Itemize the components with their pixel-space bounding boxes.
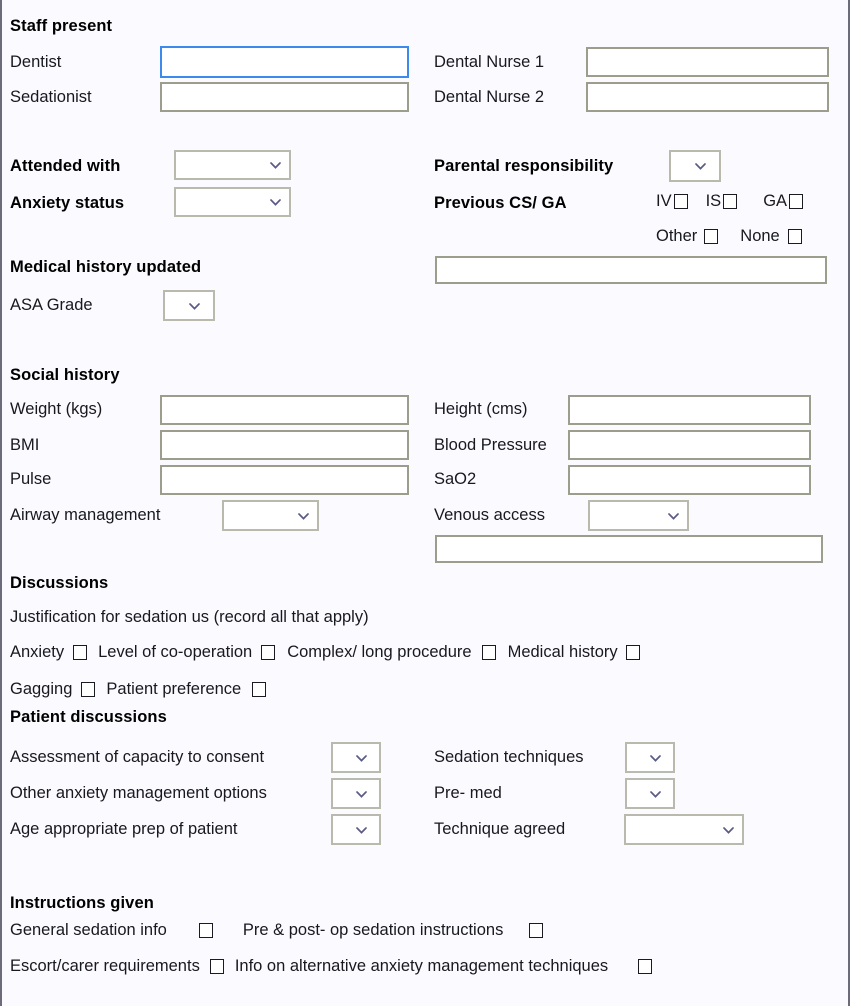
label-dental-nurse-1: Dental Nurse 1 xyxy=(434,53,545,71)
checkbox-previous-is[interactable] xyxy=(723,194,737,209)
label-anxiety-status: Anxiety status xyxy=(10,194,125,212)
checkbox-escort-carer-requirements[interactable] xyxy=(210,959,224,974)
checkbox-pre-post-op-instructions[interactable] xyxy=(529,923,543,938)
checkbox-anxiety[interactable] xyxy=(73,645,87,660)
label-asa-grade: ASA Grade xyxy=(10,296,93,314)
chevron-down-icon xyxy=(356,755,367,762)
chevron-down-icon xyxy=(668,513,679,520)
option-label-is: IS xyxy=(705,192,722,210)
label-assessment-of-capacity: Assessment of capacity to consent xyxy=(10,748,265,766)
label-blood-pressure: Blood Pressure xyxy=(434,436,547,454)
checkbox-gagging[interactable] xyxy=(81,682,95,697)
label-technique-agreed: Technique agreed xyxy=(434,820,566,838)
checkbox-medical-history[interactable] xyxy=(626,645,640,660)
chevron-down-icon xyxy=(695,163,706,170)
label-venous-access: Venous access xyxy=(434,506,545,524)
previous-cs-ga-notes-input[interactable] xyxy=(435,256,827,284)
option-label-ga: GA xyxy=(763,192,788,210)
option-label-level-of-co-operation: Level of co-operation xyxy=(98,643,253,661)
dental-nurse-2-input[interactable] xyxy=(586,82,829,112)
weight-input[interactable] xyxy=(160,395,409,425)
label-weight: Weight (kgs) xyxy=(10,400,103,418)
justification-text: Justification for sedation us (record all that apply) xyxy=(10,608,369,626)
checkbox-previous-none[interactable] xyxy=(788,229,802,244)
section-heading-discussions: Discussions xyxy=(10,574,109,592)
instructions-options-row-2 xyxy=(10,957,652,976)
age-appropriate-prep-select[interactable] xyxy=(331,814,381,845)
option-label-general-sedation-info: General sedation info xyxy=(10,921,167,939)
option-label-patient-preference: Patient preference xyxy=(106,680,242,698)
label-dentist: Dentist xyxy=(10,53,62,71)
label-pulse: Pulse xyxy=(10,470,52,488)
label-previous-cs-ga: Previous CS/ GA xyxy=(434,194,567,212)
chevron-down-icon xyxy=(650,755,661,762)
label-dental-nurse-2: Dental Nurse 2 xyxy=(434,88,545,106)
dental-nurse-1-input[interactable] xyxy=(586,47,829,77)
checkbox-previous-ga[interactable] xyxy=(789,194,803,209)
label-sao2: SaO2 xyxy=(434,470,477,488)
section-heading-instructions-given: Instructions given xyxy=(10,894,154,912)
pulse-input[interactable] xyxy=(160,465,409,495)
label-sedation-techniques: Sedation techniques xyxy=(434,748,584,766)
chevron-down-icon xyxy=(650,791,661,798)
label-airway-management: Airway management xyxy=(10,506,161,524)
label-parental-responsibility: Parental responsibility xyxy=(434,157,614,175)
chevron-down-icon xyxy=(356,827,367,834)
label-attended-with: Attended with xyxy=(10,157,121,175)
instructions-options-row-1 xyxy=(10,921,543,940)
dentist-input[interactable] xyxy=(160,46,409,78)
venous-access-select[interactable] xyxy=(588,500,689,531)
option-label-info-alternative-techniques: Info on alternative anxiety management techniques xyxy=(234,957,609,975)
option-label-none: None xyxy=(740,227,780,245)
chevron-down-icon xyxy=(270,162,281,169)
justification-options-row-1 xyxy=(10,643,640,662)
checkbox-general-sedation-info[interactable] xyxy=(199,923,213,938)
height-input[interactable] xyxy=(568,395,811,425)
venous-access-notes-input[interactable] xyxy=(435,535,823,563)
pre-med-select[interactable] xyxy=(625,778,675,809)
blood-pressure-input[interactable] xyxy=(568,430,811,460)
sedationist-input[interactable] xyxy=(160,82,409,112)
assessment-of-capacity-select[interactable] xyxy=(331,742,381,773)
checkbox-previous-iv[interactable] xyxy=(674,194,688,209)
label-pre-med: Pre- med xyxy=(434,784,502,802)
option-label-iv: IV xyxy=(656,192,672,210)
attended-with-select[interactable] xyxy=(174,150,291,180)
bmi-input[interactable] xyxy=(160,430,409,460)
other-anxiety-management-options-select[interactable] xyxy=(331,778,381,809)
option-label-anxiety: Anxiety xyxy=(10,643,65,661)
section-heading-medical-history-updated: Medical history updated xyxy=(10,258,202,276)
chevron-down-icon xyxy=(270,199,281,206)
checkbox-patient-preference[interactable] xyxy=(252,682,266,697)
label-bmi: BMI xyxy=(10,436,40,454)
chevron-down-icon xyxy=(189,303,200,310)
option-label-pre-post-op-instructions: Pre & post- op sedation instructions xyxy=(242,921,504,939)
checkbox-complex-long-procedure[interactable] xyxy=(482,645,496,660)
checkbox-info-alternative-techniques[interactable] xyxy=(638,959,652,974)
technique-agreed-select[interactable] xyxy=(624,814,744,845)
option-label-complex-long-procedure: Complex/ long procedure xyxy=(287,643,472,661)
chevron-down-icon xyxy=(723,827,734,834)
label-height: Height (cms) xyxy=(434,400,528,418)
sao2-input[interactable] xyxy=(568,465,811,495)
justification-options-row-2 xyxy=(10,680,266,699)
parental-responsibility-select[interactable] xyxy=(669,150,721,182)
label-age-appropriate-prep: Age appropriate prep of patient xyxy=(10,820,238,838)
sedation-techniques-select[interactable] xyxy=(625,742,675,773)
checkbox-level-of-co-operation[interactable] xyxy=(261,645,275,660)
section-heading-social-history: Social history xyxy=(10,366,120,384)
anxiety-status-select[interactable] xyxy=(174,187,291,217)
airway-management-select[interactable] xyxy=(222,500,319,531)
section-heading-patient-discussions: Patient discussions xyxy=(10,708,167,726)
option-label-gagging: Gagging xyxy=(10,680,73,698)
label-other-anxiety-management-options: Other anxiety management options xyxy=(10,784,267,802)
option-label-escort-carer-requirements: Escort/carer requirements xyxy=(10,957,200,975)
section-heading-staff-present: Staff present xyxy=(10,17,113,35)
chevron-down-icon xyxy=(356,791,367,798)
chevron-down-icon xyxy=(298,513,309,520)
asa-grade-select[interactable] xyxy=(163,290,215,321)
label-sedationist: Sedationist xyxy=(10,88,92,106)
option-label-other: Other xyxy=(656,227,698,245)
checkbox-previous-other[interactable] xyxy=(704,229,718,244)
option-label-medical-history: Medical history xyxy=(507,643,618,661)
previous-cs-ga-options-row-1 xyxy=(656,192,803,211)
previous-cs-ga-options-row-2 xyxy=(656,227,802,246)
